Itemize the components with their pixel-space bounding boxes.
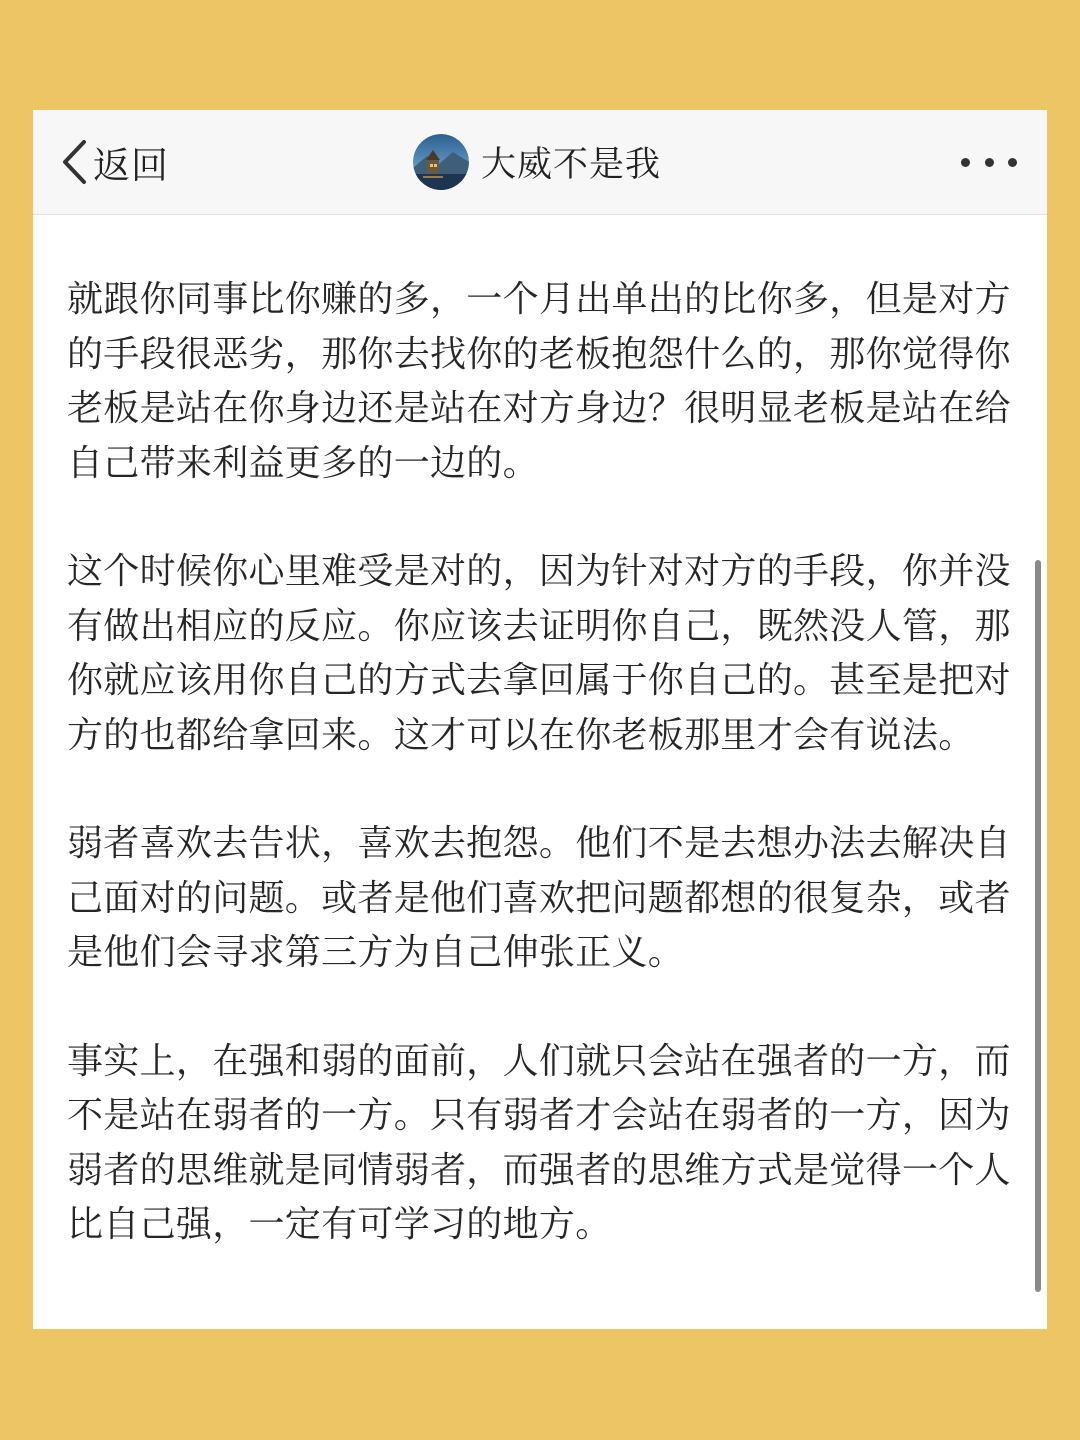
more-options-button[interactable]	[961, 150, 1017, 174]
more-dots-icon	[985, 158, 994, 167]
post-content	[67, 273, 1012, 1307]
scrollbar-thumb[interactable]	[1035, 560, 1041, 1292]
chevron-left-icon	[59, 138, 89, 186]
more-dots-icon	[1008, 158, 1017, 167]
avatar[interactable]	[413, 134, 469, 190]
back-button[interactable]	[59, 132, 169, 192]
navigation-bar	[33, 110, 1047, 215]
profile-header[interactable]	[413, 132, 661, 192]
back-label: 返回	[93, 144, 169, 187]
scrollbar[interactable]	[1035, 560, 1041, 1292]
post-paragraph: 事实上，在强和弱的面前，人们就只会站在强者的一方，而不是站在弱者的一方。只有弱者才会站在弱者的一方，因为弱者的思维就是同情弱者，而强者的思维方式是觉得一个人比自己强，一定有可学习的地方。	[67, 1040, 1011, 1245]
header-title: 大威不是我	[481, 145, 662, 185]
post-paragraph: 这个时候你心里难受是对的，因为针对对方的手段，你并没有做出相应的反应。你应该去证明你自己，既然没人管，那你就应该用你自己的方式去拿回属于你自己的。甚至是把对方的也都给拿回来。这才可以在你老板那里才会有说法。	[67, 551, 1011, 756]
phone-screen	[33, 110, 1047, 1329]
more-dots-icon	[961, 158, 970, 167]
post-paragraph: 弱者喜欢去告状，喜欢去抱怨。他们不是去想办法去解决自己面对的问题。或者是他们喜欢把问题都想的很复杂，或者是他们会寻求第三方为自己伸张正义。	[67, 823, 1011, 973]
post-paragraph: 就跟你同事比你赚的多，一个月出单出的比你多，但是对方的手段很恶劣，那你去找你的老板抱怨什么的，那你觉得你老板是站在你身边还是站在对方身边？很明显老板是站在给自己带来利益更多的一边的。	[67, 279, 1011, 484]
